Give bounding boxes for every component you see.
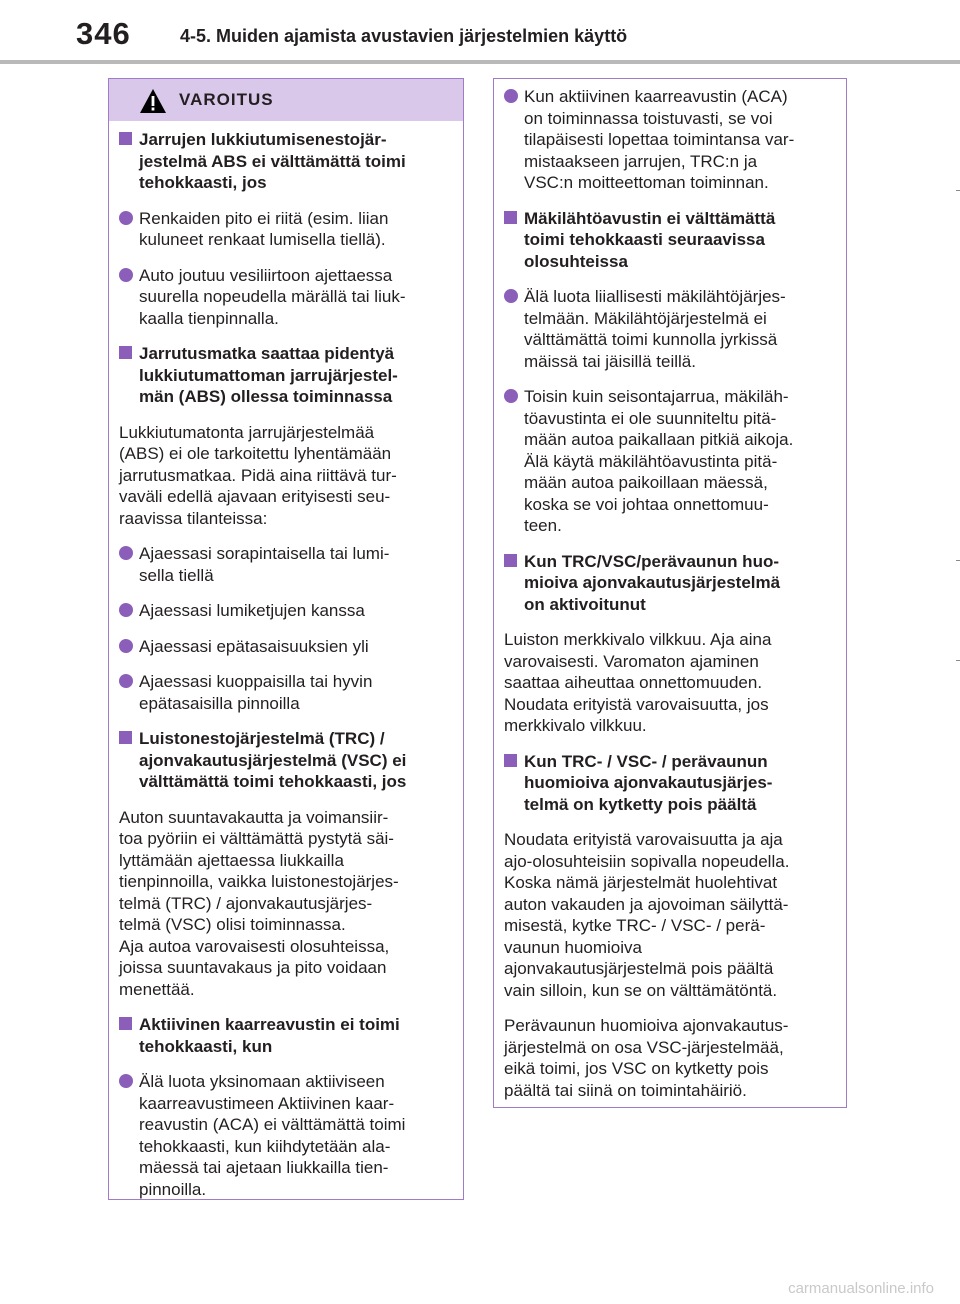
subheading [504, 551, 836, 616]
paragraph [504, 1015, 836, 1101]
item-text: Ajaessasi lumiketjujen kanssa [139, 601, 365, 620]
subheading [119, 343, 453, 408]
item-text: Jarrujen lukkiutumisenestojär- jestelmä ABS ei välttämättä toimi tehokkaasti, jos [139, 130, 406, 192]
item-text: Kun TRC/VSC/perävaunun huo- mioiva ajonvakautusjärjestelmä on aktivoitunut [524, 551, 781, 614]
warning-triangle-icon [139, 88, 167, 114]
subheading [504, 208, 836, 273]
bullet-item [504, 86, 836, 194]
round-bullet-icon [504, 289, 518, 303]
item-text: Ajaessasi kuoppaisilla tai hyvin epätasaisilla pinnoilla [139, 672, 373, 713]
footer-watermark: carmanualsonline.info [788, 1280, 934, 1297]
paragraph [119, 807, 453, 1001]
round-bullet-icon [119, 1074, 133, 1088]
round-bullet-icon [119, 268, 133, 282]
square-bullet-icon [119, 731, 132, 744]
bullet-item [119, 208, 453, 251]
square-bullet-icon [504, 211, 517, 224]
square-bullet-icon [504, 554, 517, 567]
item-text: Aktiivinen kaarreavustin ei toimi tehokkaasti, kun [139, 1015, 400, 1056]
item-text: Mäkilähtöavustin ei välttämättä toimi tehokkaasti seuraavissa olosuhteissa [524, 208, 776, 271]
round-bullet-icon [504, 389, 518, 403]
round-bullet-icon [119, 639, 133, 653]
subheading [504, 751, 836, 816]
warning-box-left [108, 78, 464, 1200]
item-text: Auton suuntavakautta ja voimansiir- toa pyöriin ei välttämättä pystytä säi- lyttämään ajettaessa liukkailla tienpinnoilla, vaikka luistonestojärjes- telmä (TRC) / ajonvakautusjärjes- telmä (VSC) olisi toiminnassa. Aja autoa varovaisesti olosuhteissa, joissa suuntavakaus ja pito voidaan menettää. [119, 807, 399, 999]
item-text: Jarrutusmatka saattaa pidentyä lukkiutumattoman jarrujärjestel- män (ABS) ollessa toiminnassa [139, 344, 398, 406]
item-text: Perävaunun huomioiva ajonvakautus- järjestelmä on osa VSC-järjestelmää, eikä toimi, jos VSC on kytketty pois päältä tai siinä on toimintahäiriö. [504, 1016, 789, 1100]
item-text: Auto joutuu vesiliirtoon ajettaessa suurella nopeudella märällä tai liuk- kaalla tienpinnalla. [139, 265, 406, 328]
square-bullet-icon [119, 346, 132, 359]
item-text: Luiston merkkivalo vilkkuu. Aja aina varovaisesti. Varomaton ajaminen saattaa aiheuttaa onnettomuuden. Noudata erityistä varovaisuutta, jos merkkivalo vilkkuu. [504, 630, 772, 735]
item-text: Toisin kuin seisontajarrua, mäkiläh- töavustinta ei ole suunniteltu pitä- mään autoa paikallaan pitkiä aikoja. Älä käytä mäkilähtöavustinta pitä- mään autoa paikoillaan mäessä, koska se voi johtaa onnettomuu- teen. [524, 387, 794, 535]
paragraph [504, 829, 836, 1001]
item-text: Noudata erityistä varovaisuutta ja aja ajo-olosuhteisiin sopivalla nopeudella. Koska nämä järjestelmät huolehtivat auton vakauden ja ajovoiman säilyttä- misestä, kytke TRC- / VSC- / perä- vaunun huomioiva ajonvakautusjärjestelmä pois päältä vain silloin, kun se on välttämätöntä. [504, 830, 790, 1000]
round-bullet-icon [119, 674, 133, 688]
paragraph [119, 422, 453, 530]
warning-content-left [109, 121, 463, 1200]
bullet-item [119, 265, 453, 330]
paragraph [504, 629, 836, 737]
bullet-item [119, 543, 453, 586]
item-text: Renkaiden pito ei riitä (esim. liian kuluneet renkaat lumisella tiellä). [139, 208, 389, 249]
round-bullet-icon [119, 546, 133, 560]
bullet-item [504, 286, 836, 372]
item-text: Lukkiutumatonta jarrujärjestelmää (ABS) ei ole tarkoitettu lyhentämään jarrutusmatkaa. Pidä aina riittävä tur- vaväli edellä ajavaan erityisesti seu- raavissa tilanteissa: [119, 422, 397, 528]
item-text: Ajaessasi epätasaisuuksien yli [139, 636, 369, 656]
item-text: Älä luota liiallisesti mäkilähtöjärjes- telmään. Mäkilähtöjärjestelmä ei välttämättä toimi kunnolla jyrkissä mäissä tai jäisillä teillä. [524, 287, 786, 371]
warning-box-right [493, 78, 847, 1108]
subheading [119, 1014, 453, 1057]
item-text: Kun TRC- / VSC- / perävaunun huomioiva ajonvakautusjärjes- telmä on kytketty pois päältä [524, 751, 773, 814]
bullet-item [119, 600, 453, 622]
round-bullet-icon [119, 603, 133, 617]
warning-header [109, 79, 463, 121]
round-bullet-icon [119, 211, 133, 225]
warning-content-right [494, 79, 846, 1101]
subheading [119, 129, 453, 194]
round-bullet-icon [504, 89, 518, 103]
item-text: Älä luota yksinomaan aktiiviseen kaarreavustimeen Aktiivinen kaar- reavustin (ACA) ei välttämättä toimi tehokkaasti, kun kiihdytetään ala- mäessä tai ajetaan liukkailla tien- pinnoilla. [139, 1072, 406, 1199]
page-header [0, 0, 960, 64]
bullet-item [119, 1071, 453, 1200]
edge-mark [956, 190, 960, 191]
bullet-item [119, 636, 453, 658]
bullet-item [119, 671, 453, 714]
item-text: Luistonestojärjestelmä (TRC) / ajonvakautusjärjestelmä (VSC) ei välttämättä toimi tehokkaasti, jos [139, 729, 407, 791]
header-divider [0, 60, 960, 64]
item-text: Kun aktiivinen kaarreavustin (ACA) on toiminnassa toistuvasti, se voi tilapäisesti lopettaa toimintansa var- mistaakseen jarrujen, TRC:n ja VSC:n moitteettoman toiminnan. [524, 87, 795, 192]
item-text: Ajaessasi sorapintaisella tai lumi- sella tiellä [139, 544, 390, 585]
bullet-item [504, 386, 836, 537]
page-number: 346 [76, 16, 131, 51]
square-bullet-icon [119, 1017, 132, 1030]
subheading [119, 728, 453, 793]
section-title: 4-5. Muiden ajamista avustavien järjestelmien käyttö [180, 26, 628, 46]
edge-mark [956, 660, 960, 661]
square-bullet-icon [119, 132, 132, 145]
warning-label: VAROITUS [179, 90, 274, 109]
square-bullet-icon [504, 754, 517, 767]
edge-mark [956, 560, 960, 561]
